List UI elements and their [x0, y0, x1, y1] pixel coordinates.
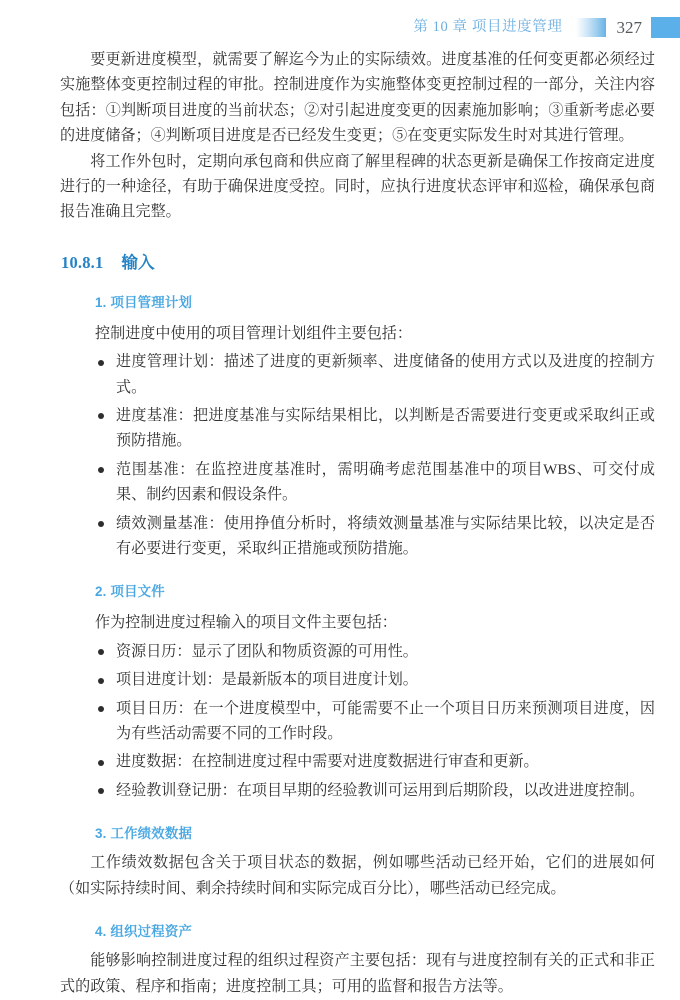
bullet-dot-icon	[98, 467, 104, 473]
bullet-list	[95, 350, 655, 562]
list-item	[95, 779, 655, 804]
list-item-text: 绩效测量基准：使用挣值分析时，将绩效测量基准与实际结果比较，以决定是否有必要进行变更，采取纠正措施或预防措施。	[116, 515, 655, 557]
bullet-dot-icon	[98, 360, 104, 366]
list-item-text: 进度数据：在控制进度过程中需要对进度数据进行审查和更新。	[116, 754, 539, 771]
bullet-dot-icon	[98, 760, 104, 766]
list-item-text: 项目进度计划：是最新版本的项目进度计划。	[116, 672, 418, 689]
paragraph: 要更新进度模型，就需要了解迄今为止的实际绩效。进度基准的任何变更都必须经过实施整体变更控制过程的审批。控制进度作为实施整体变更控制过程的一部分，关注内容包括：①判断项目进度的当前状态；②对引起进度变更的因素施加影响；③重新考虑必要的进度储备；④判断项目进度是否已经发生变更；⑤在变更实际发生时对其进行管理。	[60, 52, 655, 145]
list-item-text: 进度基准：把进度基准与实际结果相比，以判断是否需要进行变更或采取纠正或预防措施。	[116, 407, 655, 450]
list-item	[95, 404, 655, 455]
list-item-text: 进度管理计划：描述了进度的更新频率、进度储备的使用方式以及进度的控制方式。	[116, 354, 655, 396]
header-gradient-bar-icon	[576, 18, 606, 37]
bullet-list	[95, 640, 655, 804]
list-item	[95, 668, 655, 693]
paragraph: 工作绩效数据包含关于项目状态的数据，例如哪些活动已经开始，它们的进展如何（如实际持续时间、剩余持续时间和实际完成百分比），哪些活动已经完成。	[60, 855, 655, 897]
list-item	[95, 512, 655, 563]
bullet-dot-icon	[98, 413, 104, 419]
page-content	[60, 48, 655, 1000]
page-number: 327	[616, 17, 642, 37]
subsection-body	[95, 611, 655, 804]
chapter-title: 第 10 章 项目进度管理	[413, 18, 563, 35]
running-header	[0, 14, 680, 40]
subsection-heading: 1. 项目管理计划	[95, 294, 193, 310]
subsection-heading: 3. 工作绩效数据	[95, 826, 193, 842]
subsection-heading: 4. 组织过程资产	[95, 924, 193, 940]
section-heading	[60, 253, 655, 273]
bullet-dot-icon	[98, 706, 104, 712]
subsection-heading: 2. 项目文件	[95, 584, 165, 600]
list-item	[95, 640, 655, 665]
section-title: 输入	[121, 252, 155, 272]
list-item-text: 资源日历：显示了团队和物质资源的可用性。	[116, 643, 418, 660]
list-item	[95, 750, 655, 775]
bullet-dot-icon	[98, 649, 104, 655]
list-item	[95, 350, 655, 401]
list-item-text: 范围基准：在监控进度基准时，需明确考虑范围基准中的项目WBS、可交付成果、制约因素和假设条件。	[116, 461, 655, 504]
section-number: 10.8.1	[61, 252, 104, 272]
subsection-lead: 控制进度中使用的项目管理计划组件主要包括：	[95, 325, 412, 342]
list-item-text: 经验教训登记册：在项目早期的经验教训可运用到后期阶段，以改进进度控制。	[116, 782, 645, 799]
bullet-dot-icon	[98, 678, 104, 684]
list-item	[95, 458, 655, 509]
subsection-body	[95, 322, 655, 563]
header-accent-block-icon	[651, 17, 680, 38]
paragraph: 能够影响控制进度过程的组织过程资产主要包括：现有与进度控制有关的正式和非正式的政策、程序和指南；进度控制工具；可用的监督和报告方法等。	[60, 953, 655, 995]
bullet-dot-icon	[98, 788, 104, 794]
list-item-text: 项目日历：在一个进度模型中，可能需要不止一个项目日历来预测项目进度，因为有些活动需要不同的工作时段。	[116, 700, 655, 743]
subsection-lead: 作为控制进度过程输入的项目文件主要包括：	[95, 615, 397, 632]
paragraph: 将工作外包时，定期向承包商和供应商了解里程碑的状态更新是确保工作按商定进度进行的一种途径，有助于确保进度受控。同时，应执行进度状态评审和巡检，确保承包商报告准确且完整。	[60, 153, 655, 221]
list-item	[95, 697, 655, 748]
bullet-dot-icon	[98, 521, 104, 527]
intro-paragraphs	[60, 48, 655, 226]
